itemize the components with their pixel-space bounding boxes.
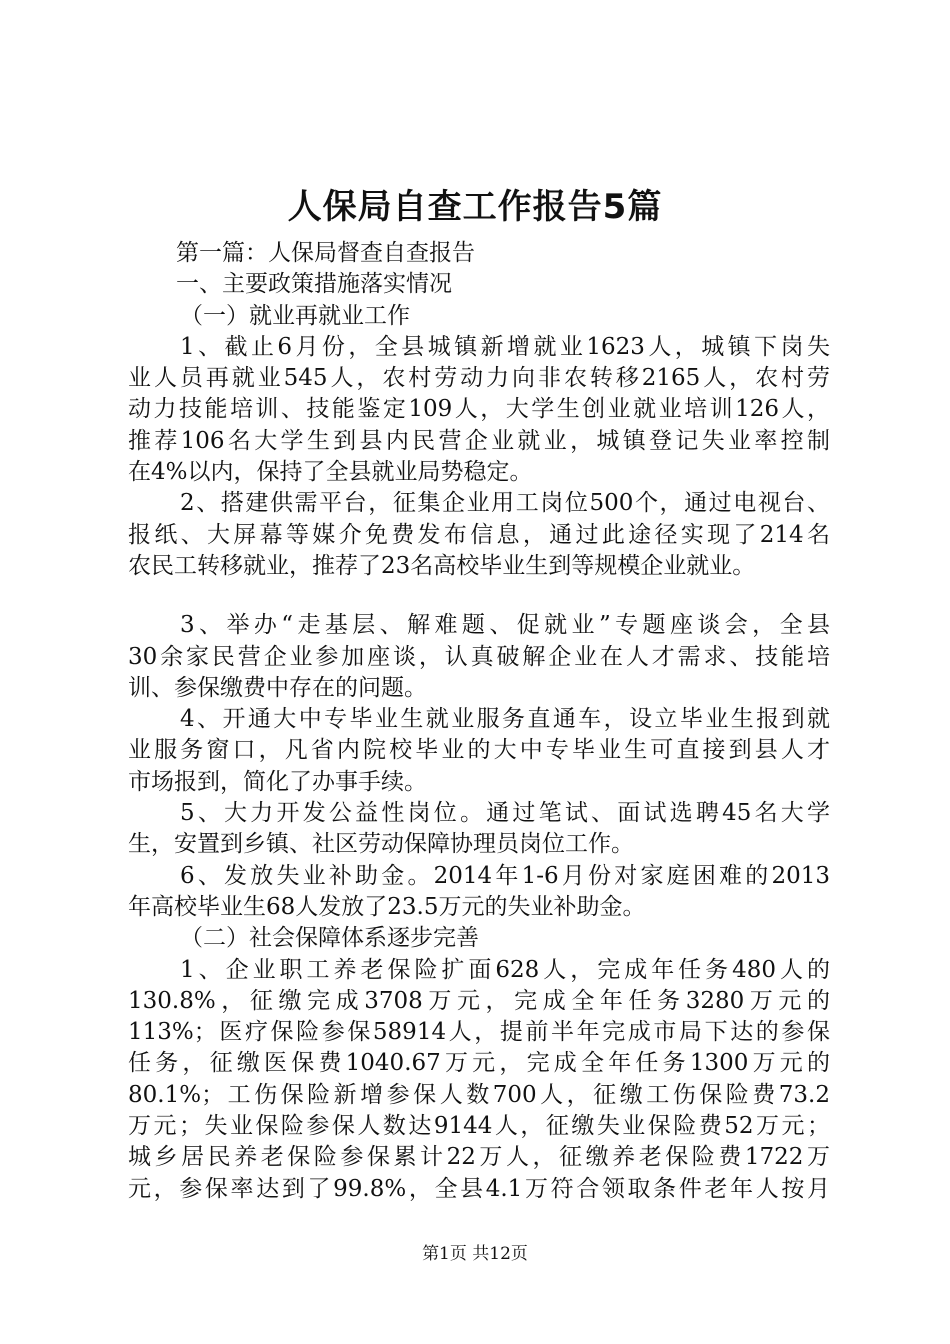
page-footer: 第1页 共12页	[422, 1244, 528, 1264]
paragraph-line: 万元；失业保险参保人数达9144人，征缴失业保险费52万元；	[128, 1113, 830, 1140]
paragraph-line: 市场报到，简化了办事手续。	[128, 768, 427, 795]
paragraph-line: 1、企业职工养老保险扩面628人，完成年任务480人的	[180, 956, 830, 983]
paragraph-line: 生，安置到乡镇、社区劳动保障协理员岗位工作。	[128, 831, 634, 858]
document-title: 人保局自查工作报告5篇	[287, 187, 663, 227]
paragraph-gap	[128, 582, 830, 610]
paragraph-line: 动力技能培训、技能鉴定109人，大学生创业就业培训126人，	[128, 396, 830, 423]
paragraph-line: 城乡居民养老保险参保累计22万人，征缴养老保险费1722万	[128, 1144, 830, 1171]
paragraph-line: 报纸、大屏幕等媒介免费发布信息，通过此途径实现了214名	[128, 521, 830, 548]
paragraph-line: 6、发放失业补助金。2014年1-6月份对家庭困难的2013	[180, 862, 830, 889]
paragraph-line: 业服务窗口，凡省内院校毕业的大中专毕业生可直接到县人才	[128, 737, 830, 764]
paragraph-line: 2、搭建供需平台，征集企业用工岗位500个，通过电视台、	[180, 490, 830, 517]
paragraph-line: 在4%以内，保持了全县就业局势稳定。	[128, 459, 533, 486]
subsection-heading: 一、主要政策措施落实情况	[176, 271, 452, 298]
paragraph-line: 业人员再就业545人，农村劳动力向非农转移2165人，农村劳	[128, 365, 830, 392]
paragraph-line: 130.8%，征缴完成3708万元，完成全年任务3280万元的	[128, 987, 830, 1014]
paragraph-line: 年高校毕业生68人发放了23.5万元的失业补助金。	[128, 893, 646, 920]
paragraph-line: 推荐106名大学生到县内民营企业就业，城镇登记失业率控制	[128, 427, 830, 454]
paragraph-line: 5、大力开发公益性岗位。通过笔试、面试选聘45名大学	[180, 800, 830, 827]
paragraph-line: 训、参保缴费中存在的问题。	[128, 674, 427, 701]
document-body	[128, 238, 830, 1205]
paragraph-line: 80.1%；工伤保险新增参保人数700人，征缴工伤保险费73.2	[128, 1081, 830, 1108]
paragraph-line: 农民工转移就业，推荐了23名高校毕业生到等规模企业就业。	[128, 552, 756, 579]
paragraph-line: 1、截止6月份，全县城镇新增就业1623人，城镇下岗失	[180, 333, 830, 360]
subsection-heading: （二）社会保障体系逐步完善	[180, 925, 479, 952]
paragraph-line: 30余家民营企业参加座谈，认真破解企业在人才需求、技能培	[128, 643, 830, 670]
paragraph-line: 3、举办“走基层、解难题、促就业”专题座谈会，全县	[180, 612, 830, 639]
paragraph-line: 任务，征缴医保费1040.67万元，完成全年任务1300万元的	[128, 1050, 830, 1077]
section-heading: 第一篇：人保局督查自查报告	[176, 240, 475, 266]
subsection-heading: （一）就业再就业工作	[180, 302, 410, 329]
paragraph-line: 元，参保率达到了99.8%，全县4.1万符合领取条件老年人按月	[128, 1175, 830, 1202]
paragraph-line: 113%；医疗保险参保58914人，提前半年完成市局下达的参保	[128, 1019, 830, 1046]
paragraph-line: 4、开通大中专毕业生就业服务直通车，设立毕业生报到就	[180, 706, 830, 733]
